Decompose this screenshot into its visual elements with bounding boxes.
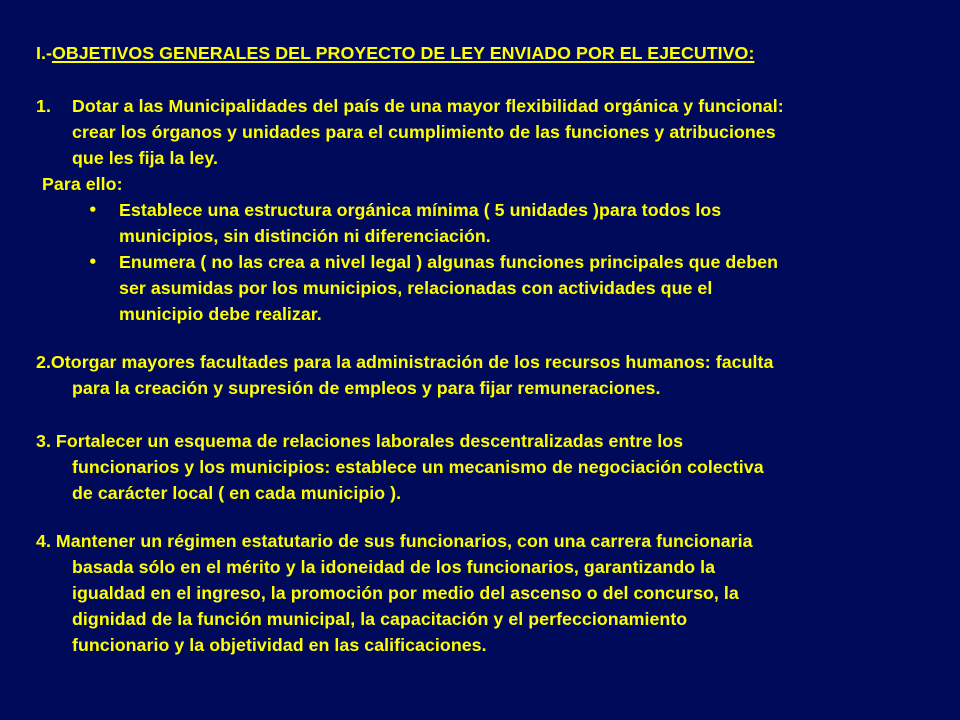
section-heading [36,40,754,66]
item-4-line-2: basada sólo en el mérito y la idoneidad de los funcionarios, garantizando la [72,557,716,577]
section-heading-prefix: I.- [36,43,52,63]
item-1-line-2: crear los órganos y unidades para el cumplimiento de las funciones y atribuciones [72,122,776,142]
bullet-2-line-2: ser asumidas por los municipios, relacionadas con actividades que el [119,278,713,298]
bullet-1-marker: • [88,201,98,219]
item-3-line-2: funcionarios y los municipios: establece un mecanismo de negociación colectiva [72,457,764,477]
bullet-2-line-3: municipio debe realizar. [119,304,322,324]
item-2-line-1: 2.Otorgar mayores facultades para la administración de los recursos humanos: faculta [36,352,774,372]
section-heading-title: OBJETIVOS GENERALES DEL PROYECTO DE LEY ENVIADO POR EL EJECUTIVO: [51,43,755,63]
item-2-line-2: para la creación y supresión de empleos y para fijar remuneraciones. [72,378,661,398]
item-4-line-3: igualdad en el ingreso, la promoción por medio del ascenso o del concurso, la [72,583,739,603]
item-4-line-4: dignidad de la función municipal, la capacitación y el perfeccionamiento [72,609,688,629]
item-3-line-3: de carácter local ( en cada municipio ). [72,483,402,503]
bullet-1-line-1: Establece una estructura orgánica mínima ( 5 unidades )para todos los [119,200,722,220]
item-4-line-5: funcionario y la objetividad en las calificaciones. [72,635,487,655]
item-3-line-1: 3. Fortalecer un esquema de relaciones laborales descentralizadas entre los [36,431,684,451]
item-4-line-1: 4. Mantener un régimen estatutario de sus funcionarios, con una carrera funcionaria [36,531,753,551]
bullet-2-line-1: Enumera ( no las crea a nivel legal ) algunas funciones principales que deben [119,252,778,272]
para-ello-label: Para ello: [42,174,123,194]
bullet-1-line-2: municipios, sin distinción ni diferenciación. [119,226,491,246]
item-1-number: 1. [36,96,51,116]
item-1-line-1: Dotar a las Municipalidades del país de una mayor flexibilidad orgánica y funcional: [72,96,784,116]
bullet-2-marker: • [88,253,98,271]
item-1-line-3: que les fija la ley. [72,148,218,168]
